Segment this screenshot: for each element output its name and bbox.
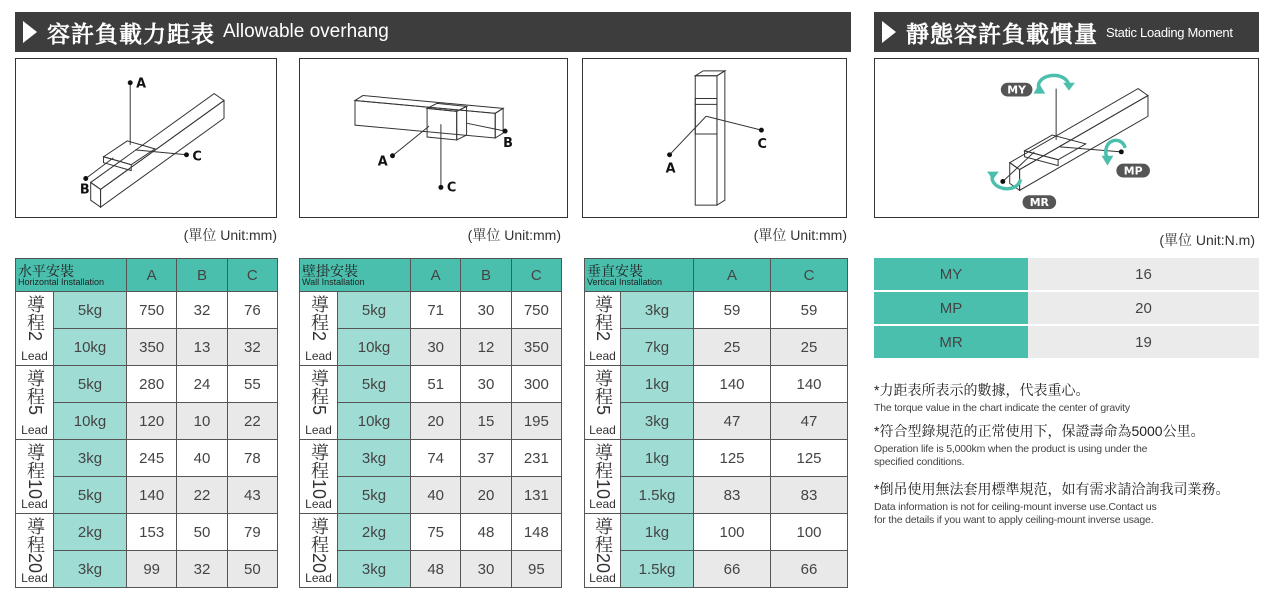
value-cell: 25 <box>771 329 848 366</box>
lead-en: Lead <box>21 349 48 363</box>
value-cell: 350 <box>511 329 561 366</box>
lead-zh: 導程2 <box>593 295 613 342</box>
table-row <box>16 514 278 551</box>
note-zh: *符合型錄規范的正常使用下，保證壽命為5000公里。 <box>874 423 1205 439</box>
table-row <box>300 551 562 588</box>
value-cell: 280 <box>127 366 177 403</box>
column-header: C <box>511 259 561 292</box>
horizontal-installation-diagram <box>15 58 277 218</box>
table-row <box>585 366 848 403</box>
table-row <box>585 403 848 440</box>
lead-cell <box>16 514 54 588</box>
lead-zh: 導程10 <box>593 443 613 500</box>
caption-zh: 垂直安裝 <box>587 262 643 279</box>
column-header: A <box>694 259 771 292</box>
lead-cell <box>585 292 621 366</box>
label-mp: MP <box>1123 164 1143 178</box>
moment-key: MR <box>874 325 1028 359</box>
label-b: B <box>503 135 513 151</box>
unit-label-wall: (單位 Unit:mm) <box>467 227 561 243</box>
value-cell: 48 <box>461 514 511 551</box>
label-b: B <box>79 182 90 198</box>
load-cell: 5kg <box>54 477 127 514</box>
value-cell: 131 <box>511 477 561 514</box>
static-moment-table <box>874 258 1259 360</box>
value-cell: 32 <box>227 329 277 366</box>
vertical-installation-diagram <box>582 58 847 218</box>
value-cell: 30 <box>411 329 461 366</box>
value-cell: 66 <box>771 551 848 588</box>
value-cell: 125 <box>694 440 771 477</box>
static-loading-moment-title-zh: 靜態容許負載慣量 <box>906 21 1098 48</box>
moment-actuator-drawing <box>875 59 1258 217</box>
value-cell: 245 <box>127 440 177 477</box>
note-zh: *倒吊使用無法套用標準規范，如有需求請洽詢我司業務。 <box>874 481 1230 497</box>
moment-value: 16 <box>1028 258 1259 291</box>
allowable-overhang-header <box>15 12 851 52</box>
value-cell: 140 <box>127 477 177 514</box>
lead-cell <box>300 366 338 440</box>
column-header: B <box>177 259 227 292</box>
table-caption <box>585 259 694 292</box>
value-cell: 74 <box>411 440 461 477</box>
value-cell: 20 <box>411 403 461 440</box>
table-caption <box>300 259 411 292</box>
value-cell: 13 <box>177 329 227 366</box>
table-row <box>585 292 848 329</box>
note-en: Operation life is 5,000km when the product is using under the <box>874 443 1148 455</box>
lead-zh: 導程5 <box>309 369 329 416</box>
static-loading-moment-title-en: Static Loading Moment <box>1106 24 1233 40</box>
load-cell: 5kg <box>338 292 411 329</box>
lead-cell <box>16 366 54 440</box>
column-header: A <box>127 259 177 292</box>
lead-cell <box>300 292 338 366</box>
value-cell: 22 <box>177 477 227 514</box>
table-row <box>585 477 848 514</box>
caption-en: Vertical Installation <box>587 276 663 287</box>
value-cell: 66 <box>694 551 771 588</box>
load-cell: 5kg <box>54 366 127 403</box>
table-row <box>16 292 278 329</box>
value-cell: 78 <box>227 440 277 477</box>
lead-en: Lead <box>589 349 616 363</box>
lead-en: Lead <box>589 571 616 585</box>
value-cell: 140 <box>694 366 771 403</box>
load-cell: 5kg <box>338 366 411 403</box>
table-header-row <box>300 259 562 292</box>
load-cell: 5kg <box>54 292 127 329</box>
table-row <box>16 403 278 440</box>
lead-zh: 導程20 <box>309 517 329 574</box>
label-c: C <box>192 149 202 165</box>
table-row <box>585 440 848 477</box>
static-loading-moment-header <box>874 12 1259 52</box>
wall-installation-diagram <box>299 58 568 218</box>
lead-en: Lead <box>589 497 616 511</box>
load-cell: 2kg <box>54 514 127 551</box>
notes-section <box>874 376 1274 527</box>
load-cell: 10kg <box>338 403 411 440</box>
value-cell: 195 <box>511 403 561 440</box>
value-cell: 153 <box>127 514 177 551</box>
moment-key: MY <box>874 258 1028 291</box>
value-cell: 83 <box>694 477 771 514</box>
value-cell: 99 <box>127 551 177 588</box>
table-row <box>874 258 1259 291</box>
label-mr: MR <box>1029 196 1049 210</box>
value-cell: 47 <box>771 403 848 440</box>
value-cell: 48 <box>411 551 461 588</box>
label-a: A <box>136 76 147 92</box>
table-row <box>16 329 278 366</box>
caption-en: Wall Installation <box>302 276 365 287</box>
load-cell: 3kg <box>621 292 694 329</box>
label-a: A <box>665 161 676 177</box>
value-cell: 15 <box>461 403 511 440</box>
lead-en: Lead <box>21 571 48 585</box>
lead-zh: 導程5 <box>593 369 613 416</box>
load-cell: 10kg <box>338 329 411 366</box>
value-cell: 20 <box>461 477 511 514</box>
note-en: specified conditions. <box>874 456 965 468</box>
value-cell: 750 <box>127 292 177 329</box>
value-cell: 32 <box>177 292 227 329</box>
value-cell: 79 <box>227 514 277 551</box>
value-cell: 55 <box>227 366 277 403</box>
load-cell: 5kg <box>338 477 411 514</box>
lead-en: Lead <box>305 571 332 585</box>
value-cell: 24 <box>177 366 227 403</box>
load-cell: 7kg <box>621 329 694 366</box>
caption-zh: 水平安裝 <box>18 262 74 279</box>
value-cell: 43 <box>227 477 277 514</box>
load-cell: 1.5kg <box>621 477 694 514</box>
allowable-overhang-title-en: Allowable overhang <box>223 21 389 42</box>
unit-label-vertical: (單位 Unit:mm) <box>753 227 847 243</box>
unit-label-horizontal: (單位 Unit:mm) <box>183 227 277 243</box>
caption-zh: 壁掛安裝 <box>302 262 358 279</box>
table-row <box>585 551 848 588</box>
value-cell: 10 <box>177 403 227 440</box>
table-row <box>16 551 278 588</box>
table-caption <box>16 259 127 292</box>
note-zh: *力距表所表示的數據，代表重心。 <box>874 382 1090 398</box>
lead-en: Lead <box>305 349 332 363</box>
arrow-right-icon <box>23 21 37 43</box>
static-moment-diagram <box>874 58 1259 218</box>
note-en: for the details if you want to apply ceiling-mount inverse usage. <box>874 514 1154 526</box>
value-cell: 100 <box>771 514 848 551</box>
wall-installation-table <box>299 258 562 588</box>
value-cell: 30 <box>461 292 511 329</box>
lead-cell <box>585 440 621 514</box>
horizontal-actuator-drawing <box>16 59 276 217</box>
arrow-right-icon <box>882 21 896 43</box>
horizontal-installation-table <box>15 258 278 588</box>
value-cell: 350 <box>127 329 177 366</box>
value-cell: 50 <box>227 551 277 588</box>
value-cell: 59 <box>771 292 848 329</box>
value-cell: 40 <box>177 440 227 477</box>
label-a: A <box>377 154 388 170</box>
load-cell: 2kg <box>338 514 411 551</box>
vertical-installation-table <box>584 258 848 588</box>
value-cell: 300 <box>511 366 561 403</box>
table-row <box>585 514 848 551</box>
value-cell: 125 <box>771 440 848 477</box>
lead-zh: 導程20 <box>593 517 613 574</box>
note-en: The torque value in the chart indicate the center of gravity <box>874 402 1130 414</box>
load-cell: 10kg <box>54 329 127 366</box>
load-cell: 10kg <box>54 403 127 440</box>
value-cell: 231 <box>511 440 561 477</box>
lead-cell <box>16 440 54 514</box>
table-row <box>16 477 278 514</box>
value-cell: 22 <box>227 403 277 440</box>
moment-value: 20 <box>1028 291 1259 325</box>
value-cell: 140 <box>771 366 848 403</box>
value-cell: 75 <box>411 514 461 551</box>
value-cell: 50 <box>177 514 227 551</box>
table-row <box>300 292 562 329</box>
value-cell: 59 <box>694 292 771 329</box>
label-my: MY <box>1007 83 1026 97</box>
lead-zh: 導程2 <box>25 295 45 342</box>
lead-zh: 導程2 <box>309 295 329 342</box>
lead-zh: 導程10 <box>25 443 45 500</box>
table-row <box>300 366 562 403</box>
label-c: C <box>446 180 457 196</box>
lead-cell <box>16 292 54 366</box>
column-header: C <box>771 259 848 292</box>
column-header: C <box>227 259 277 292</box>
value-cell: 25 <box>694 329 771 366</box>
load-cell: 3kg <box>338 551 411 588</box>
load-cell: 1kg <box>621 440 694 477</box>
value-cell: 37 <box>461 440 511 477</box>
value-cell: 100 <box>694 514 771 551</box>
load-cell: 3kg <box>54 551 127 588</box>
value-cell: 30 <box>461 551 511 588</box>
table-header-row <box>16 259 278 292</box>
value-cell: 95 <box>511 551 561 588</box>
value-cell: 750 <box>511 292 561 329</box>
table-row <box>874 325 1259 359</box>
lead-cell <box>300 440 338 514</box>
lead-cell <box>585 366 621 440</box>
table-header-row <box>585 259 848 292</box>
table-row <box>16 440 278 477</box>
caption-en: Horizontal Installation <box>18 276 105 287</box>
value-cell: 83 <box>771 477 848 514</box>
column-header: B <box>461 259 511 292</box>
table-row <box>300 329 562 366</box>
load-cell: 3kg <box>54 440 127 477</box>
load-cell: 1kg <box>621 366 694 403</box>
lead-cell <box>585 514 621 588</box>
moment-value: 19 <box>1028 325 1259 359</box>
table-row <box>300 440 562 477</box>
lead-en: Lead <box>589 423 616 437</box>
wall-actuator-drawing <box>300 59 567 217</box>
lead-zh: 導程20 <box>25 517 45 574</box>
lead-en: Lead <box>21 423 48 437</box>
lead-en: Lead <box>21 497 48 511</box>
value-cell: 51 <box>411 366 461 403</box>
lead-zh: 導程5 <box>25 369 45 416</box>
table-row <box>300 403 562 440</box>
lead-zh: 導程10 <box>309 443 329 500</box>
value-cell: 120 <box>127 403 177 440</box>
table-row <box>16 366 278 403</box>
load-cell: 1kg <box>621 514 694 551</box>
allowable-overhang-title-zh: 容許負載力距表 <box>47 21 215 48</box>
value-cell: 32 <box>177 551 227 588</box>
table-row <box>300 477 562 514</box>
table-row <box>874 291 1259 325</box>
note-en: Data information is not for ceiling-mount inverse use.Contact us <box>874 501 1157 513</box>
vertical-actuator-drawing <box>583 59 846 217</box>
value-cell: 30 <box>461 366 511 403</box>
load-cell: 3kg <box>338 440 411 477</box>
table-row <box>300 514 562 551</box>
unit-label-moment: (單位 Unit:N.m) <box>1159 232 1255 248</box>
lead-en: Lead <box>305 423 332 437</box>
value-cell: 47 <box>694 403 771 440</box>
load-cell: 3kg <box>621 403 694 440</box>
load-cell: 1.5kg <box>621 551 694 588</box>
value-cell: 71 <box>411 292 461 329</box>
lead-cell <box>300 514 338 588</box>
label-c: C <box>757 136 767 152</box>
table-row <box>585 329 848 366</box>
moment-key: MP <box>874 291 1028 325</box>
value-cell: 76 <box>227 292 277 329</box>
lead-en: Lead <box>305 497 332 511</box>
value-cell: 12 <box>461 329 511 366</box>
value-cell: 148 <box>511 514 561 551</box>
column-header: A <box>411 259 461 292</box>
value-cell: 40 <box>411 477 461 514</box>
